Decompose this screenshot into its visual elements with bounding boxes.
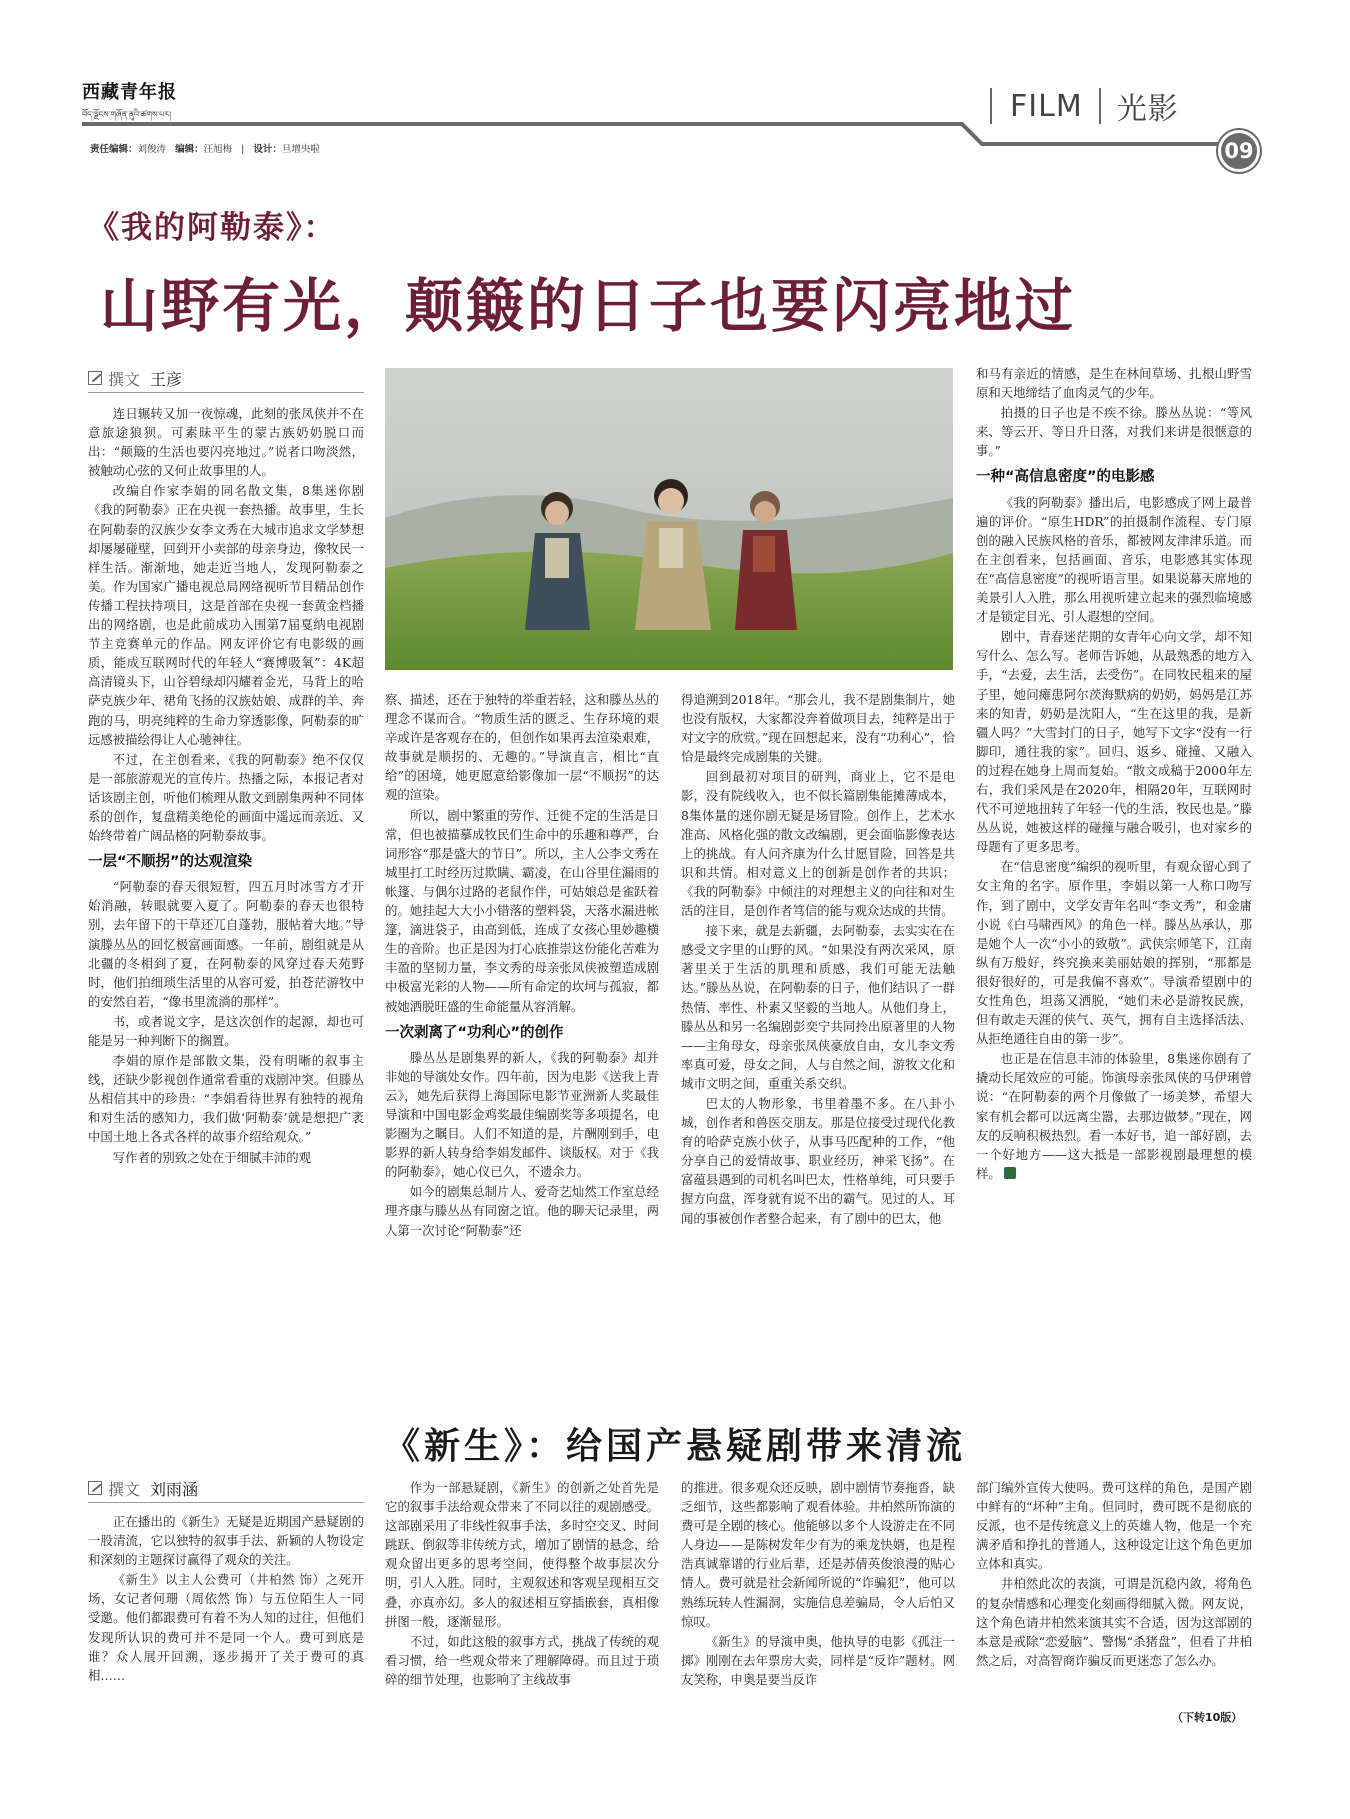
article1-photo (385, 368, 953, 670)
subheading: 一次剥离了“功利心”的创作 (385, 1024, 564, 1041)
article2-column-2 (385, 1478, 659, 1712)
byline-rule (88, 392, 364, 393)
paragraph: 书，或者说文字，是这次创作的起源，却也可能是另一种判断下的搁置。 (88, 1013, 364, 1048)
article2-headline: 《新生》：给国产悬疑剧带来清流 (383, 1425, 966, 1467)
paragraph: 滕丛丛是剧集界的新人，《我的阿勒泰》却并非她的导演处女作。四年前，因为电影《送我上青云》，她先后获得上海国际电影节亚洲新人奖最佳导演和中国电影金鸡奖最佳编剧奖等多项提名，电影圈为之瞩目。人们不知道的是，片酬刚到手，电影界的新人转身给李娟发邮件、谈版权。对于《我的阿勒泰》，她心仪已久，不遗余力。 (385, 1049, 659, 1180)
continued-note: （下转10版） (1172, 1711, 1243, 1724)
pen-icon (88, 1481, 102, 1495)
byline-label: 撰文 (108, 1479, 141, 1499)
paper-name-tibetan: བོད་ལྗོངས་གཞོན་ནུའི་ཚགས་པར། (82, 110, 171, 119)
article1-column-2 (385, 690, 659, 1341)
paragraph: 不过，在主创看来，《我的阿勒泰》绝不仅仅是一部旅游观光的宣传片。热播之际，本报记者对话该剧主创，听他们梳理从散文到剧集两种不同体系的创作，复盘精美绝伦的画面中遥远而亲近、又始终带着广阔品格的阿勒泰故事。 (88, 751, 364, 844)
paragraph: 得追溯到2018年。“那会儿，我不是剧集制片，她也没有版权，大家都没奔着做项目去，纯粹是出于对文字的欣赏。”现在回想起来，没有“功利心”，恰恰是最终完成剧集的关键。 (681, 692, 955, 765)
paragraph: 不过，如此这般的叙事方式，挑战了传统的观看习惯，给一些观众带来了理解障碍。而且过于琐碎的细节处理，也影响了主线故事 (385, 1633, 659, 1687)
paragraph: 回到最初对项目的研判，商业上，它不是电影，没有院线收入，也不似长篇剧集能摊薄成本，8集体量的迷你剧无疑是场冒险。创作上，艺术水准高、风格化强的散文改编剧，更会面临影像表达上的挑战。有人问齐康为什么甘愿冒险，回答是共识和共情。相对意义上的创新是创作者的共识；《我的阿勒泰》中倾注的对理想主义的向往和对生活的注目，是创作者笃信的能与观众达成的共情。 (681, 769, 955, 919)
paragraph: “阿勒泰的春天很短暂，四五月时冰雪方才开始消融，转眼就要入夏了。阿勒泰的春天也很特别，去年留下的干草还兀自蓬勃，服帖着大地。”导演滕丛丛的回忆极富画面感。一年前，剧组就是从北疆的冬相到了夏，在阿勒泰的风穿过春天苑野时，他们拍细琐生活里的从容可爱，拍苍茫游牧中的安然自若，“像书里流淌的那样”。 (88, 879, 364, 1009)
article2-column-1 (88, 1512, 364, 1712)
paragraph: 作为一部悬疑剧，《新生》的创新之处首先是它的叙事手法给观众带来了不同以往的观剧感受。这部剧采用了非线性叙事手法，多时空交叉、时间跳跃、倒叙等非传统方式，增加了剧情的悬念，给观众留出更多的思考空间，使得整个故事层次分明，引人入胜。同时，主观叙述和客观呈现相互交叠，亦真亦幻。多人的叙述相互穿插嵌套，真相像拼图一般，逐渐显形。 (385, 1480, 659, 1629)
paragraph: 写作者的别致之处在于细腻丰沛的观 (112, 1149, 312, 1165)
paragraph: 巴太的人物形象，书里着墨不多。在八卦小城，创作者和兽医交朋友。那是位接受过现代化教育的哈萨克族小伙子，从事马匹配种的工作，“他分享自己的爱情故事、职业经历，神采飞扬”。在富蕴县遇到的司机名叫巴太，性格单纯，可只要手握方向盘，浑身就有说不出的霸气。见过的人、耳闻的事被创作者整合起来，有了剧中的巴太，他 (681, 1095, 955, 1226)
credit-value: 刘俊涛 (137, 144, 167, 155)
byline-label: 撰文 (108, 369, 141, 389)
byline-author: 刘雨涵 (150, 1479, 199, 1499)
paragraph: 改编自作家李娟的同名散文集，8集迷你剧《我的阿勒泰》正在央视一套热播。故事里，生长在阿勒泰的汉族少女李文秀在大城市追求文学梦想却屡屡碰壁，回到开小卖部的母亲身边，像牧民一样生活。渐渐地，她走近当地人，发现阿勒泰之美。作为国家广播电视总局网络视听节目精品创作传播工程扶持项目，这是首部在央视一套黄金档播出的网络剧，也是此前成功入围第7届戛纳电视剧节主竞赛单元的作品。网友评价它有电影级的画质，能成互联网时代的年轻人“赛博吸氧”：4K超高清镜头下，山谷碧绿却闪耀着金光，马背上的哈萨克族少年、裙角飞扬的汉族姑娘、成群的羊、奔跑的马，明亮纯粹的生命力穿透影像，阿勒泰的旷远感被描绘得让人心驰神往。 (88, 483, 364, 747)
credit-label: 设计： (253, 144, 282, 155)
paragraph: 如今的剧集总制片人、爱奇艺灿然工作室总经理齐康与滕丛丛有同窗之谊。他的聊天记录里，两人第一次讨论“阿勒泰”还 (385, 1184, 659, 1238)
pen-icon (88, 371, 102, 385)
paragraph: 井柏然此次的表演，可谓是沉稳内敛，将角色的复杂情感和心理变化刻画得细腻入微。网友说，这个角色请井柏然来演其实不合适，因为这部剧的本意是戒除“恋爱脑”、警惕“杀猪盘”，但看了井柏然之后，对高智商诈骗反而更迷恋了怎么办。 (976, 1576, 1252, 1668)
article1-byline (88, 366, 182, 390)
article2-column-3 (681, 1478, 955, 1712)
paragraph: 的推进。很多观众还反映，剧中剧情节奏拖沓，缺乏细节，这些都影响了观看体验。井柏然所饰演的费可是全剧的核心。他能够以多个人设游走在不同人身边——是陈树发年少有为的乘龙快婿，也是程浩真诚靠谱的行业后辈，还是苏倩英俊浪漫的贴心情人。费可就是社会新闻所说的“诈骗犯”，他可以熟练玩转人性漏洞，实施信息差骗局，令人后怕又惊叹。 (681, 1480, 955, 1629)
article1-column-3 (681, 690, 955, 1341)
subheading: 一层“不顺拐”的达观渲染 (88, 854, 253, 871)
credit-label: 编辑： (175, 144, 204, 155)
credit-value: 汪旭梅 (203, 144, 233, 155)
credit-separator: | (241, 144, 245, 155)
article2-column-4 (976, 1478, 1252, 1706)
paragraph: 李娟的原作是部散文集，没有明晰的叙事主线，还缺少影视创作通常看重的戏剧冲突。但滕丛丛相信其中的珍贵：“李娟看待世界有独特的视角和对生活的感知力，我们做‘阿勒泰’就是想把广袤中国土地上各式各样的故事介绍给观众。” (88, 1053, 364, 1145)
article1-kicker: 《我的阿勒泰》： (88, 210, 337, 246)
subheading: 一种“高信息密度”的电影感 (976, 469, 1155, 486)
paragraph: 正在播出的《新生》无疑是近期国产悬疑剧的一股清流，它以独特的叙事手法、新颖的人物设定和深刻的主题探讨赢得了观众的关注。 (88, 1514, 364, 1568)
paragraph: 也正是在信息丰沛的体验里，8集迷你剧有了撬动长尾效应的可能。饰演母亲张凤侠的马伊琍曾说：“在阿勒泰的两个月像做了一场美梦，希望大家有机会都可以远离尘嚣，去那边做梦。”现在，网友的反响积极热烈。看一本好书，追一部好剧，去一个好地方——这大抵是一部影视剧最理想的模样。 (976, 1051, 1252, 1181)
article1-column-4 (976, 364, 1252, 1344)
paragraph: 在“信息密度”编织的视听里，有观众留心到了女主角的名字。原作里，李娟以第一人称口吻写作，到了剧中，文学女青年名叫“李文秀”，和金庸小说《白马啸西风》的角色一样。滕丛丛承认，那是她个人一次“小小的致敬”。武侠宗师笔下，江南纵有万般好，终究换来美丽姑娘的挥别，“那都是很好很好的，可是我偏不喜欢”。导演希望剧中的女性角色，坦荡又洒脱，“她们未必是游牧民族，但有敢走天涯的侠气、英气，拥有自主选择活法、从拒绝通往自由的第一步”。 (976, 859, 1252, 1047)
article2-byline (88, 1476, 198, 1500)
credit-value: 旦增央啦 (281, 144, 320, 155)
end-mark-icon (1004, 1167, 1016, 1179)
section-zh: 光影 (1116, 92, 1179, 127)
paragraph: 连日辗转又加一夜惊魂，此刻的张凤侠并不在意旅途狼狈。可素昧平生的蒙古族奶奶脱口而出：“颠簸的生活也要闪亮地过。”说者口吻淡然，被触动心弦的又何止故事里的人。 (88, 406, 364, 479)
paragraph: 所以，剧中繁重的劳作、迁徙不定的生活是日常，但也被描摹成牧民们生命中的乐趣和尊严，台词形容“那是盛大的节日”。所以，主人公李文秀在城里打工时经历过欺瞒、霸凌，在山谷里住漏雨的帐篷、与偶尔过路的老鼠作伴，可姑娘总是雀跃着的。她挂起大大小小错落的塑料袋，天落水漏进帐篷，滴进袋子，由高到低，连成了女孩心里妙趣横生的音阶。也正是因为打心底推崇这份能化苦难为丰盈的坚韧力量，李文秀的母亲张凤侠被塑造成剧中极富光彩的人物——所有命定的坎坷与孤寂，都被她洒脱旺盛的生命能量从容消解。 (385, 807, 659, 1014)
editor-credits (90, 141, 326, 155)
byline-rule (88, 1502, 364, 1503)
paragraph: 察、描述，还在于独特的举重若轻，这和滕丛丛的理念不谋而合。“物质生活的匮乏、生存环境的艰辛或许是客观存在的，但创作如果再去渲染艰难，故事就是顺拐的、无趣的。”导演直言，相比“直给”的困境，她更愿意给影像加一层“不顺拐”的达观的渲染。 (385, 692, 659, 803)
paragraph: 剧中，青春迷茫期的女青年心向文学，却不知写什么、怎么写。老师告诉她，从最熟悉的地方入手，“去爱，去生活，去受伤”。在同牧民租来的屋子里，她问瘫患阿尔茨海默病的奶奶，妈妈是江苏来的知青，奶奶是沈阳人，“生在这里的我，是新疆人吗？”大雪封门的日子，她写下文字“没有一行脚印，通往我的家”。回归、返乡、碰撞、又融入的过程在她身上周而复始。“散文成稿于2000年左右，我们采风是在2020年，相隔20年，互联网时代不可逆地扭转了年轻一代的生活，牧民也是。”滕丛丛说，她被这样的碰撞与融合吸引，也对家乡的母题有了更多思考。 (976, 629, 1252, 855)
article1-column-1 (88, 404, 364, 1341)
paper-name: 西藏青年报 (82, 82, 177, 103)
paragraph: 和马有亲近的情感，是生在林间草场、扎根山野雪原和天地缔结了血肉灵气的少年。 (976, 366, 1252, 401)
section-en: FILM (1010, 88, 1083, 124)
paragraph: 接下来，就是去新疆，去阿勒泰，去实实在在感受文字里的山野的风。“如果没有两次采风，原著里关于生活的肌理和质感，我们可能无法触达。”滕丛丛说，在阿勒泰的日子，他们结识了一群热情、率性、朴素又坚毅的当地人。从他们身上，滕丛丛和另一名编剧彭奕宁共同拎出原著里的人物——主角母女，母亲张凤侠豪放自由，女儿李文秀率真可爱，母女之间，人与自然之间，游牧文化和城市文明之间，重重关系交织。 (681, 923, 955, 1091)
article1-headline: 山野有光，颠簸的日子也要闪亮地过 (100, 272, 1077, 340)
paragraph: 《我的阿勒泰》播出后，电影感成了网上最普遍的评价。“原生HDR”的拍摄制作流程、专门原创的融入民族风格的音乐，都被网友津津乐道。而在主创看来，包括画面、音乐，电影感其实体现在“高信息密度”的视听语言里。如果说幕天席地的美景引人入胜，那么用视听建立起来的强烈临境感才是锁定目光、引人遐想的空间。 (976, 494, 1252, 625)
paragraph: 拍摄的日子也是不疾不徐。滕丛丛说：“等风来、等云开、等日升日落，对我们来讲是很惬意的事。” (976, 405, 1252, 459)
credit-label: 责任编辑： (90, 144, 138, 155)
byline-author: 王彦 (150, 369, 183, 389)
paragraph: 《新生》以主人公费可（井柏然 饰）之死开场，女记者何珊（周依然 饰）与五位陌生人一同受邀。他们都跟费可有着不为人知的过往，但他们发现所认识的费可并不是同一个人。费可到底是谁？众人展开回溯，逐步揭开了关于费可的真相…… (88, 1572, 364, 1683)
page-number: 09 (1218, 130, 1260, 172)
paragraph: 《新生》的导演申奥，他执导的电影《孤注一掷》刚刚在去年票房大卖，同样是“反诈”题材。网友笑称，申奥是要当反诈 (681, 1633, 955, 1687)
paragraph: 部门编外宣传大使吗。费可这样的角色，是国产剧中鲜有的“坏种”主角。但同时，费可既不是彻底的反派，也不是传统意义上的英雄人物，他是一个充满矛盾和挣扎的普通人，这种设定让这个角色更加立体和真实。 (976, 1480, 1252, 1572)
